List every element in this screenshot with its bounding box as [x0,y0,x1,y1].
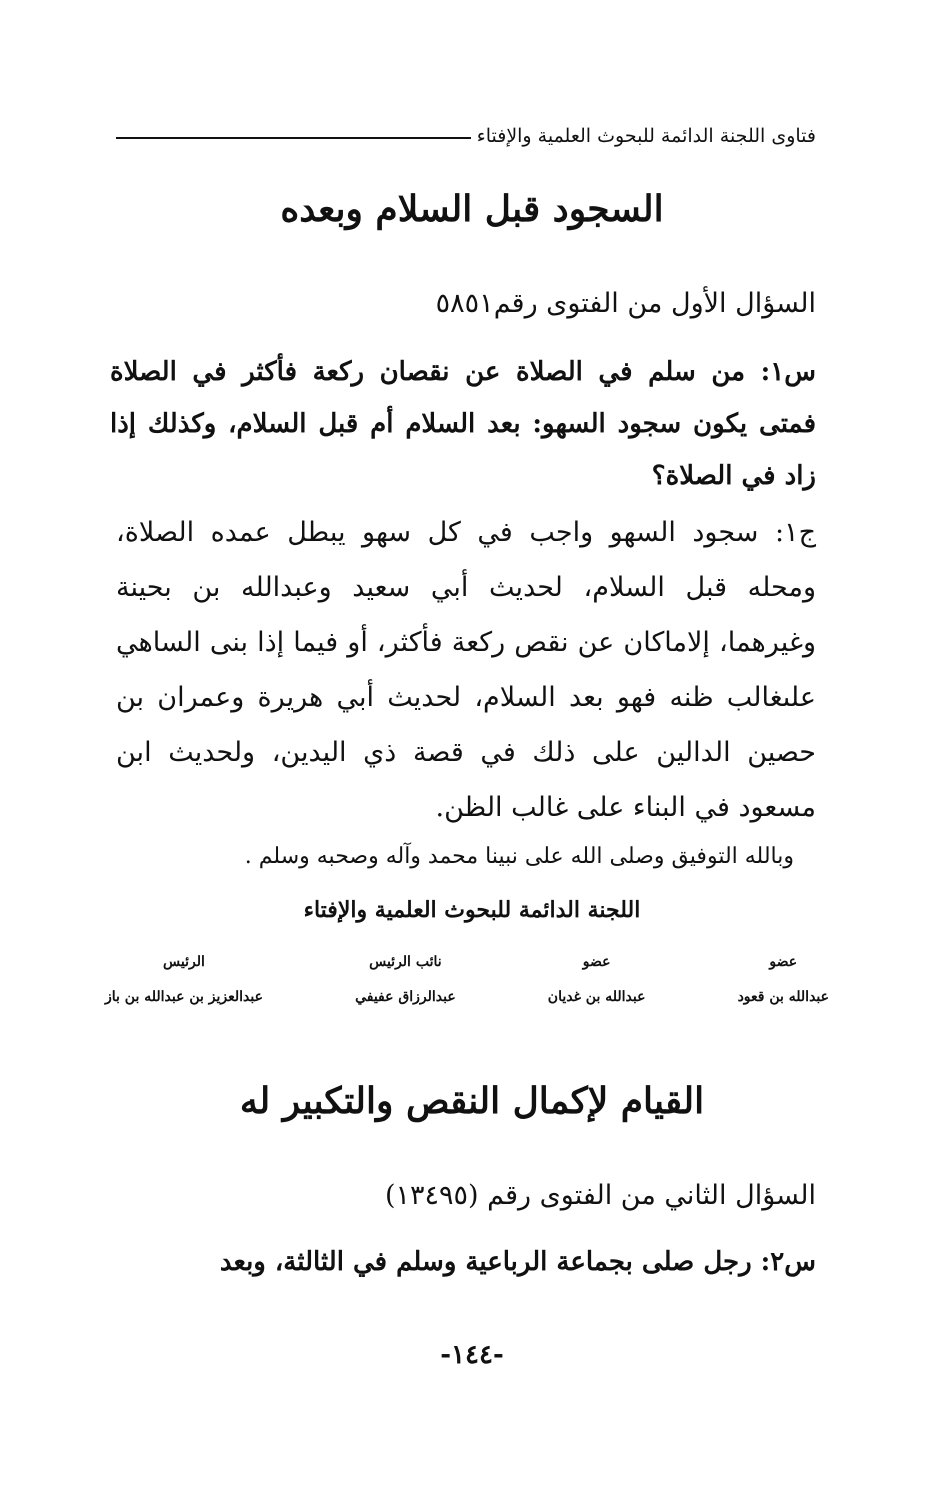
signatory-name: عبدالعزيز بن عبدالله بن باز [105,988,263,1005]
page-number: -١٤٤- [440,1340,504,1370]
signatory-name: عبدالرزاق عفيفي [355,988,456,1005]
signatory-name: عبدالله بن غديان [547,988,646,1005]
section-title-2: القيام لإكمال النقص والتكبير له [239,1080,705,1122]
running-header-title: فتاوى اللجنة الدائمة للبحوث العلمية والإفتاء [476,125,816,147]
signatory [105,954,263,1006]
answer-1: ج١: سجود السهو واجب في كل سهو يبطل عمده الصلاة، ومحله قبل السلام، لحديث أبي سعيد وعبدالله بن بحينة وغيرهما، إلاماكان عن نقص ركعة فأكثر، أو فيما إذا بنى الساهي علىغالب ظنه فهو بعد السلام، لحديث أبي هريرة وعمران بن حصين الدالين على ذلك في قصة ذي اليدين، ولحديث ابن مسعود في البناء على غالب الظن. [116,517,816,823]
running-header [116,118,816,154]
signatory [355,954,456,1006]
signatory-role: الرئيس [163,954,205,970]
signatory-role: نائب الرئيس [369,954,442,970]
committee-name: اللجنة الدائمة للبحوث العلمية والإفتاء [303,897,641,923]
signatory [548,954,646,1006]
closing-formula: وبالله التوفيق وصلى الله على نبينا محمد وآله وصحبه وسلم . [244,844,794,869]
section-title-1: السجود قبل السلام وبعده [280,188,664,230]
question-1: س١: من سلم في الصلاة عن نقصان ركعة فأكثر في الصلاة فمتى يكون سجود السهو: بعد السلام أم قبل السلام، وكذلك إذا زاد في الصلاة؟ [110,357,816,491]
question-2: س٢: رجل صلى بجماعة الرباعية وسلم في الثالثة، وبعد [219,1247,816,1277]
signatory [738,954,829,1006]
signatory-role: عضو [582,954,611,970]
question-reference-2: السؤال الثاني من الفتوى رقم (١٣٤٩٥) [384,1180,816,1211]
signatory-role: عضو [769,954,798,970]
question-reference-1: السؤال الأول من الفتوى رقم٥٨٥١ [435,288,816,319]
header-rule [116,137,471,139]
signatories-row [105,954,829,1006]
signatory-name: عبدالله بن قعود [737,988,829,1005]
